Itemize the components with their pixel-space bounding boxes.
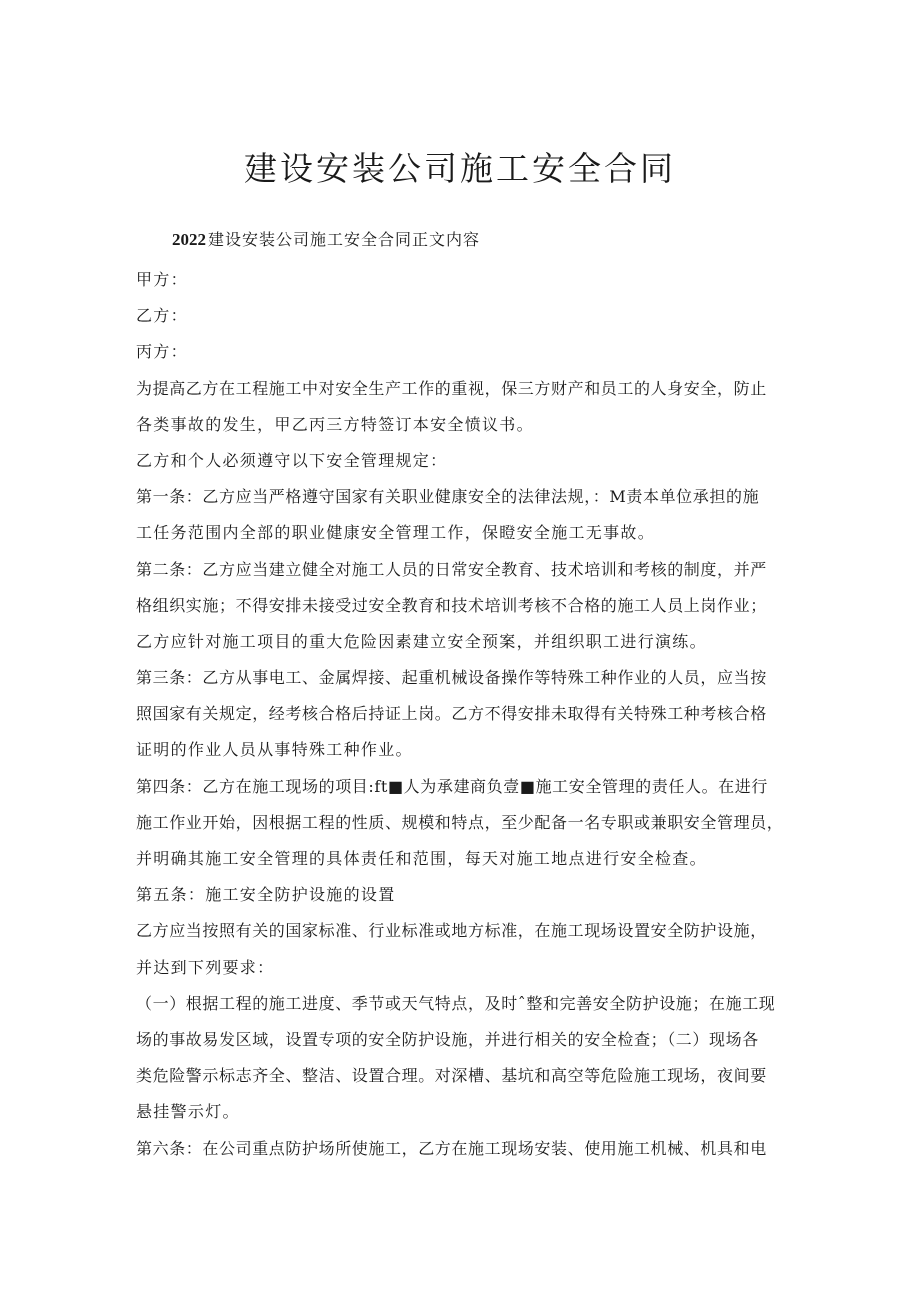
article-4-line: 施工作业开始，因根据工程的性质、规模和特点，至少配备一名专职或兼职安全管理员， bbox=[136, 812, 784, 832]
article-5-item-line: 悬挂警示灯。 bbox=[136, 1102, 240, 1122]
article-5-heading: 第五条：施工安全防护设施的设置 bbox=[136, 885, 396, 905]
article-5-line: 并达到下列要求： bbox=[136, 957, 275, 977]
party-a-line: 甲方： bbox=[136, 270, 188, 289]
article-5-item-line: 类危险警示标志齐全、整洁、设置合理。对深槽、基坑和高空等危险施工现场，夜间要 bbox=[136, 1066, 767, 1086]
article-3-line: 照国家有关规定，经考核合格后持证上岗。乙方不得安排未取得有关特殊工种考核合格 bbox=[136, 704, 767, 724]
paragraph-line: 为提高乙方在工程施工中对安全生产工作的重视，保三方财产和员工的人身安全，防止 bbox=[136, 378, 767, 398]
article-4-line: 第四条：乙方在施工现场的项目:ft■人为承建商负壹■施工安全管理的责任人。在进行 bbox=[136, 776, 768, 796]
article-6-line: 第六条：在公司重点防护场所使施工，乙方在施工现场安装、使用施工机械、机具和电 bbox=[136, 1138, 767, 1158]
subtitle-year: 2022 bbox=[172, 230, 206, 249]
article-5-item-line: 场的事故易发区域，设置专项的安全防护设施，并进行相关的安全检查；（二）现场各 bbox=[136, 1029, 759, 1049]
paragraph-line: 各类事故的发生，甲乙丙三方特签订本安全愤议书。 bbox=[136, 414, 534, 434]
article-4-line: 并明确其施工安全管理的具体责任和范围，每天对施工地点进行安全检查。 bbox=[136, 849, 707, 868]
party-b-line: 乙方： bbox=[136, 306, 188, 326]
article-5-item-line: （一）根据工程的施工进度、季节或天气特点，及时ˆ整和完善安全防护设施；在施工现 bbox=[136, 993, 776, 1013]
article-2-line: 乙方应针对施工项目的重大危险因素建立安全预案，并组织职工进行演练。 bbox=[136, 631, 707, 651]
subtitle-text: 建设安装公司施工安全合同正文内容 bbox=[208, 230, 481, 249]
document-subtitle bbox=[172, 228, 480, 252]
article-1-line: 工任务范围内全部的职业健康安全管理工作，保瞪安全施工无事故。 bbox=[136, 523, 656, 543]
article-3-line: 第三条：乙方从事电工、金属焊接、起重机械设备操作等特殊工种作业的人员，应当按 bbox=[136, 668, 767, 688]
paragraph-line: 乙方和个人必须遵守以下安全管理规定： bbox=[136, 450, 448, 470]
article-1-line: 第一条：乙方应当严格遵守国家有关职业健康安全的法律法规，：M责本单位承担的施 bbox=[136, 487, 760, 507]
document-title: 建设安装公司施工安全合同 bbox=[244, 149, 676, 188]
document-body bbox=[136, 262, 796, 1167]
article-3-line: 证明的作业人员从事特殊工种作业。 bbox=[136, 740, 413, 760]
article-5-line: 乙方应当按照有关的国家标准、行业标准或地方标准，在施工现场设置安全防护设施， bbox=[136, 921, 767, 941]
article-2-line: 格组织实施；不得安排未接受过安全教育和技术培训考核不合格的施工人员上岗作业； bbox=[136, 595, 767, 615]
party-c-line: 丙方： bbox=[136, 342, 188, 362]
article-2-line: 第二条：乙方应当建立健全对施工人员的日常安全教育、技术培训和考核的制度，并严 bbox=[136, 559, 767, 579]
